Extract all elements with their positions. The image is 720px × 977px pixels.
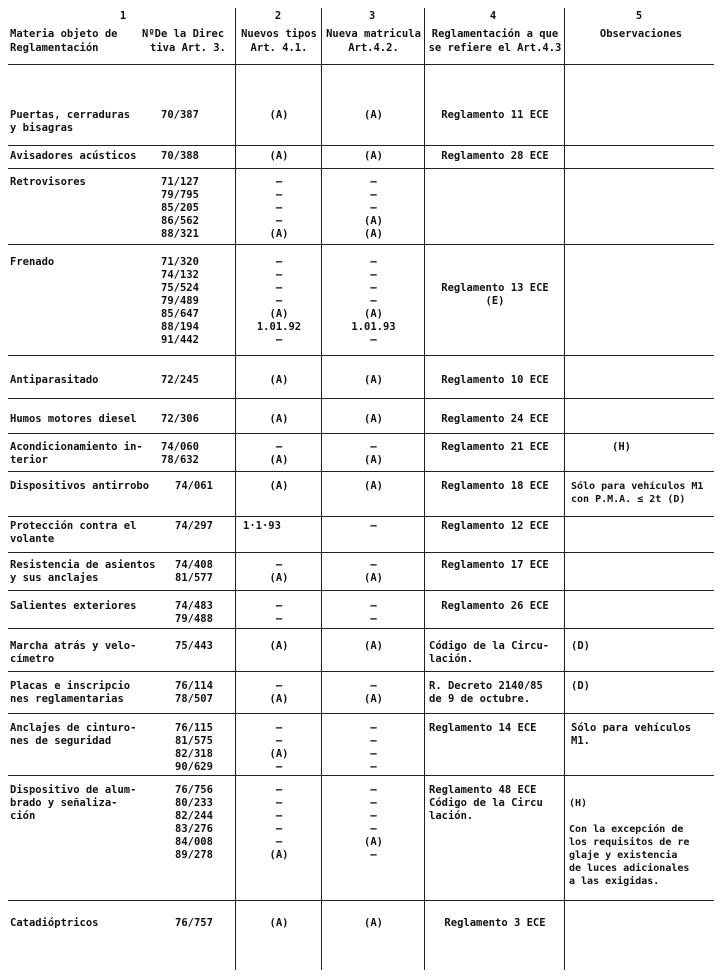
- col-number: 4: [489, 10, 497, 22]
- row-nuevos-tipos: – – (A) –: [269, 722, 289, 773]
- row-nuevos-tipos: (A): [269, 150, 289, 162]
- col-number: 5: [635, 10, 643, 22]
- row-nueva-matricula: (A): [364, 150, 383, 162]
- row-directiva: 75/443: [175, 640, 213, 652]
- row-directiva: 70/388: [161, 150, 199, 162]
- row-observaciones: Sólo para vehículos M1.: [571, 722, 692, 747]
- row-nuevos-tipos: – (A): [269, 441, 289, 466]
- row-nuevos-tipos: – (A): [269, 559, 289, 584]
- row-separator: [8, 552, 714, 553]
- col-number: 1: [119, 10, 127, 22]
- row-observaciones: (H): [612, 441, 631, 453]
- row-separator: [8, 713, 714, 714]
- row-reglamentacion: Reglamento 10 ECE: [441, 374, 549, 386]
- row-nueva-matricula: – (A): [364, 441, 383, 466]
- header-materia: Materia objeto de: [10, 28, 118, 40]
- row-directiva: 72/306: [161, 413, 199, 425]
- row-nueva-matricula: (A): [364, 917, 383, 929]
- row-nueva-matricula: – (A): [364, 680, 383, 705]
- row-reglamentacion: Reglamento 18 ECE: [441, 480, 549, 492]
- row-directiva: 74/060 78/632: [161, 441, 199, 466]
- row-nueva-matricula: (A): [364, 109, 383, 121]
- header-observaciones: Observaciones: [599, 28, 683, 40]
- row-nueva-matricula: – – – –: [370, 722, 377, 773]
- row-nuevos-tipos: – – – – (A): [269, 176, 289, 240]
- row-directiva: 71/320 74/132 75/524 79/489 85/647 88/194 91/442: [161, 256, 199, 346]
- row-materia: Resistencia de asientos y sus anclajes: [10, 559, 156, 584]
- row-nuevos-tipos: – – – – (A) 1.01.92 –: [256, 256, 302, 346]
- column-rule: [321, 8, 322, 970]
- column-rule: [564, 8, 565, 970]
- header-reglamentacion: se refiere el Art.4.3: [428, 42, 562, 54]
- row-nueva-matricula: (A): [364, 640, 383, 652]
- row-directiva: 72/245: [161, 374, 199, 386]
- row-directiva: 74/483 79/488: [175, 600, 213, 625]
- row-separator: [8, 398, 714, 399]
- row-nuevos-tipos: (A): [269, 640, 289, 652]
- row-separator: [8, 516, 714, 517]
- row-materia: Marcha atrás y velo- címetro: [10, 640, 137, 665]
- header-nueva-matricula: Nueva matricula: [326, 28, 421, 40]
- row-reglamentacion: Reglamento 48 ECE Código de la Circu lación.: [429, 784, 543, 822]
- col-number: 3: [368, 10, 376, 22]
- row-nuevos-tipos: (A): [269, 917, 289, 929]
- row-nuevos-tipos: 1·1·93: [243, 520, 281, 532]
- row-nuevos-tipos: (A): [269, 109, 289, 121]
- row-nueva-matricula: (A): [364, 480, 383, 492]
- row-observaciones: Sólo para vehículos M1 con P.M.A. ≤ 2t (D): [571, 481, 704, 505]
- row-materia: Antiparasitado: [10, 374, 99, 386]
- row-materia: Avisadores acústicos: [10, 150, 137, 162]
- row-observaciones: (D): [571, 680, 590, 692]
- row-separator: [8, 671, 714, 672]
- row-nueva-matricula: – – – – (A) –: [364, 784, 383, 861]
- row-separator: [8, 168, 714, 169]
- row-materia: Acondicionamiento in- terior: [10, 441, 143, 466]
- row-reglamentacion: Reglamento 28 ECE: [441, 150, 549, 162]
- row-directiva: 74/061: [175, 480, 213, 492]
- row-separator: [8, 775, 714, 776]
- row-reglamentacion: Reglamento 26 ECE: [441, 600, 549, 612]
- row-reglamentacion: Reglamento 24 ECE: [441, 413, 549, 425]
- row-materia: Catadióptricos: [10, 917, 99, 929]
- column-rule: [235, 8, 236, 970]
- row-directiva: 71/127 79/795 85/205 86/562 88/321: [161, 176, 199, 240]
- row-nueva-matricula: – – – – (A) 1.01.93 –: [351, 256, 396, 346]
- row-separator: [8, 355, 714, 356]
- row-nueva-matricula: (A): [364, 413, 383, 425]
- row-nueva-matricula: – (A): [364, 559, 383, 584]
- row-materia: Puertas, cerraduras y bisagras: [10, 109, 131, 134]
- row-materia: Protección contra el volante: [10, 520, 137, 545]
- row-nueva-matricula: – – – (A) (A): [364, 176, 383, 240]
- row-reglamentacion: Reglamento 17 ECE: [441, 559, 549, 571]
- row-materia: Retrovisores: [10, 176, 86, 188]
- row-materia: Anclajes de cinturo- nes de seguridad: [10, 722, 137, 747]
- row-reglamentacion: Reglamento 13 ECE (E): [441, 282, 549, 307]
- row-separator: [8, 900, 714, 901]
- row-materia: Humos motores diesel: [10, 413, 137, 425]
- row-separator: [8, 628, 714, 629]
- row-materia: Dispositivo de alum- brado y señaliza- ción: [10, 784, 137, 822]
- row-separator: [8, 145, 714, 146]
- row-directiva: 74/408 81/577: [175, 559, 213, 584]
- row-directiva: 76/756 80/233 82/244 83/276 84/008 89/278: [175, 784, 213, 861]
- header-reglamentacion: Reglamentación a que: [431, 28, 559, 40]
- row-separator: [8, 433, 714, 434]
- row-reglamentacion: Reglamento 21 ECE: [441, 441, 549, 453]
- col-number: 2: [274, 10, 282, 22]
- header-nuevos-tipos: Art. 4.1.: [250, 42, 308, 54]
- row-reglamentacion: Reglamento 14 ECE: [429, 722, 537, 734]
- row-materia: Placas e inscripcio nes reglamentarias: [10, 680, 131, 705]
- row-reglamentacion: Código de la Circu- lación.: [429, 640, 550, 665]
- column-rule: [424, 8, 425, 970]
- row-nuevos-tipos: (A): [269, 374, 289, 386]
- row-separator: [8, 244, 714, 245]
- row-directiva: 74/297: [175, 520, 213, 532]
- row-directiva: 76/115 81/575 82/318 90/629: [175, 722, 213, 773]
- row-nuevos-tipos: – (A): [269, 680, 289, 705]
- row-materia: Salientes exteriores: [10, 600, 137, 612]
- row-separator: [8, 590, 714, 591]
- row-nuevos-tipos: – –: [275, 600, 283, 625]
- row-directiva: 76/114 78/507: [175, 680, 213, 705]
- row-observaciones: (H) Con la excepción de los requisitos de re glaje y existencia de luces adicionales a las exigidas.: [569, 798, 690, 887]
- row-reglamentacion: Reglamento 3 ECE: [444, 917, 546, 929]
- row-nueva-matricula: (A): [364, 374, 383, 386]
- header-nueva-matricula: Art.4.2.: [348, 42, 399, 54]
- row-reglamentacion: Reglamento 12 ECE: [441, 520, 549, 532]
- header-nuevos-tipos: Nuevos tipos: [241, 28, 317, 40]
- row-directiva: 76/757: [175, 917, 213, 929]
- row-nueva-matricula: –: [370, 520, 377, 532]
- row-reglamentacion: Reglamento 11 ECE: [441, 109, 549, 121]
- header-directiva: tiva Art. 3.: [150, 42, 226, 54]
- row-nuevos-tipos: (A): [269, 413, 289, 425]
- header-rule: [8, 64, 714, 65]
- header-directiva: NºDe la Direc: [142, 28, 225, 40]
- row-nuevos-tipos: – – – – – (A): [269, 784, 289, 861]
- header-materia: Reglamentación: [10, 42, 99, 54]
- row-materia: Dispositivos antirrobo: [10, 480, 150, 492]
- row-observaciones: (D): [571, 640, 590, 652]
- row-nuevos-tipos: (A): [269, 480, 289, 492]
- row-materia: Frenado: [10, 256, 55, 268]
- row-reglamentacion: R. Decreto 2140/85 de 9 de octubre.: [429, 680, 543, 705]
- row-nueva-matricula: – –: [370, 600, 377, 625]
- row-directiva: 70/387: [161, 109, 199, 121]
- row-separator: [8, 471, 714, 472]
